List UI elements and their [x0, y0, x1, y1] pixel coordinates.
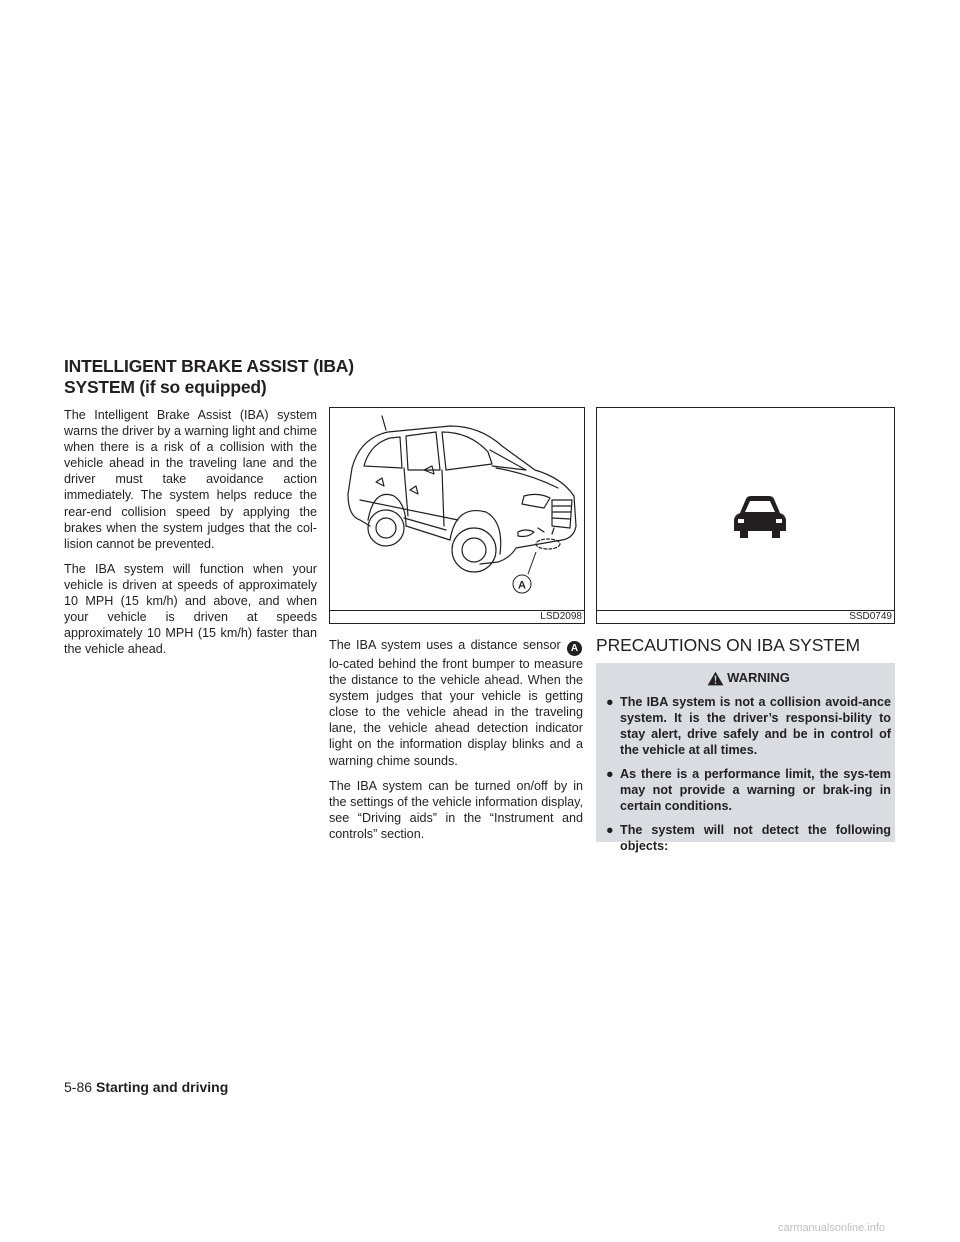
chapter-title: Starting and driving — [96, 1079, 229, 1095]
warning-item: ● As there is a performance limit, the sys-tem may not provide a warning or brak-ing in certain conditions. — [606, 767, 891, 813]
bullet: ● — [606, 823, 614, 837]
watermark: carmanualsonline.info — [778, 1222, 886, 1234]
callout-a-badge: A — [567, 641, 582, 656]
warning-box — [596, 663, 895, 853]
indicator-figure — [596, 407, 895, 624]
bullet: ● — [606, 695, 614, 709]
section-title-line-2: SYSTEM (if so equipped) — [64, 377, 267, 397]
callout-a-label: A — [518, 579, 526, 592]
vehicle-illustration — [330, 408, 584, 610]
warning-label: WARNING — [727, 670, 790, 685]
precautions-heading: PRECAUTIONS ON IBA SYSTEM — [596, 635, 860, 655]
intro-paragraph: The Intelligent Brake Assist (IBA) system warns the driver by a warning light and chime when there is a risk of a collision with the vehicle ahead in the traveling lane and the driver must take avoidance action immediately. The system helps reduce the rear-end collision speed by applying the brakes when the system judges that the col-lision cannot be prevented. — [64, 408, 317, 551]
function-speed-paragraph: The IBA system will function when your vehicle is driven at speeds of approximately 10 MPH (15 km/h) and above, and when your vehicle is driven at speeds approximately 10 MPH (15 km/h) faster than the vehicle ahead. — [64, 561, 317, 657]
figure-code: LSD2098 — [540, 611, 582, 622]
page-number: 5-86 — [64, 1079, 93, 1095]
figure-code: SSD0749 — [849, 611, 892, 622]
vehicle-sensor-figure — [329, 407, 585, 624]
warning-triangle-icon — [707, 671, 724, 686]
middle-column — [329, 637, 583, 851]
warning-item: ● The IBA system is not a collision avoid-ance system. It is the driver’s responsi-bility to stay alert, drive safely and be in control of the vehicle at all times. — [606, 695, 891, 757]
bullet: ● — [606, 767, 614, 781]
toggle-settings-paragraph: The IBA system can be turned on/off by in the settings of the vehicle information display, see “Driving aids” in the “Instrument and controls” section. — [329, 778, 583, 841]
warning-item: ● The system will not detect the following objects: — [606, 823, 891, 853]
warning-header — [606, 669, 891, 687]
page-footer — [64, 1078, 228, 1096]
vehicle-ahead-indicator-icon — [730, 495, 790, 539]
left-column — [64, 407, 317, 666]
section-title — [64, 356, 364, 398]
warning-list — [606, 694, 891, 854]
distance-sensor-paragraph: The IBA system uses a distance sensor Alo-cated behind the front bumper to measure the distance to the vehicle ahead. When the system judges that your vehicle is getting close to the vehicle ahead in the traveling lane, the vehicle ahead detection indicator light on the information display blinks and a warning chime sounds. — [329, 638, 583, 768]
section-title-line-1: INTELLIGENT BRAKE ASSIST (IBA) — [64, 356, 354, 376]
